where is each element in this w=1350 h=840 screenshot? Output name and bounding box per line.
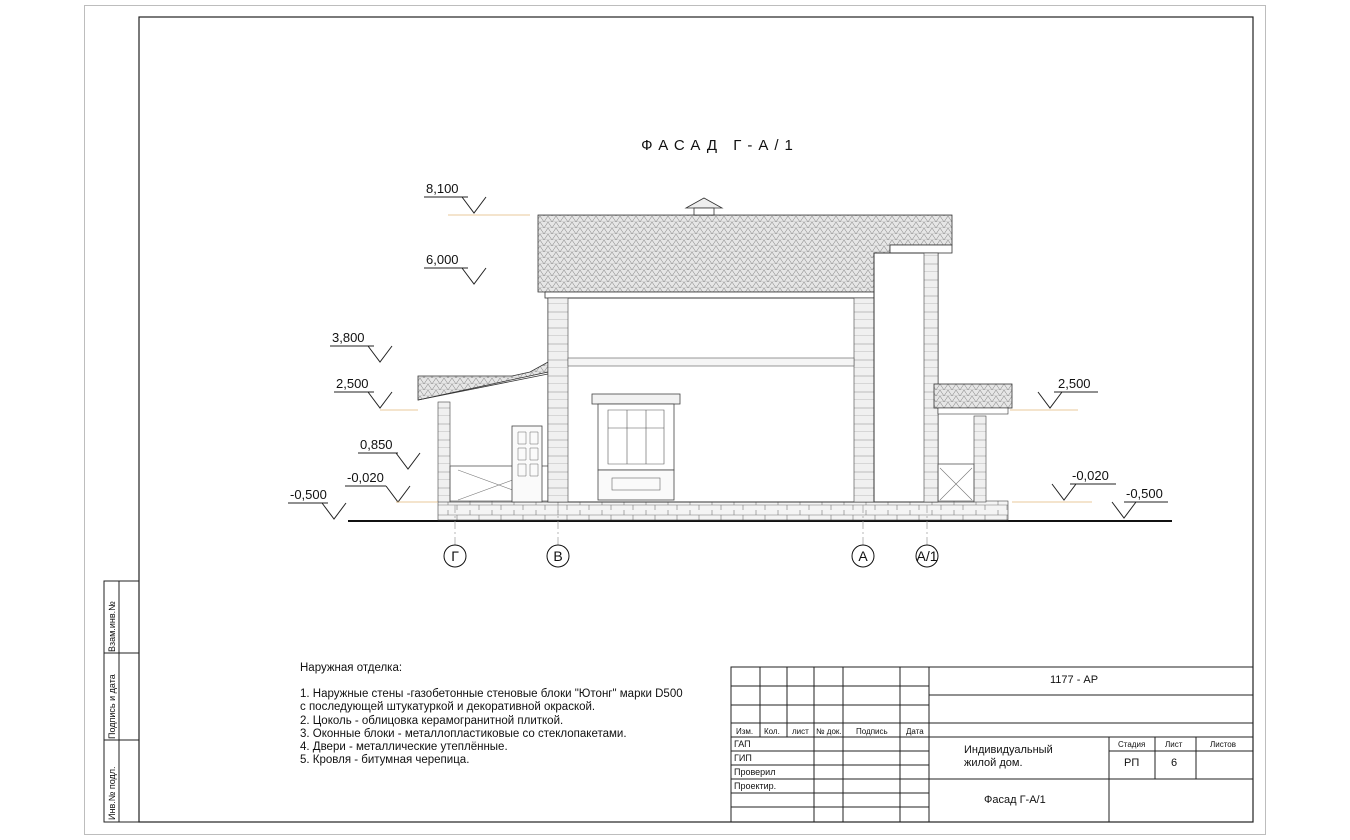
elevation-mark: -0,020	[1072, 468, 1109, 483]
right-quoin	[854, 298, 874, 502]
stamp-column-header: Дата	[906, 727, 924, 736]
notes-title: Наружная отделка:	[300, 662, 403, 674]
elevation-mark: -0,500	[1126, 486, 1163, 501]
stage-value: РП	[1124, 757, 1140, 769]
axis-label: А	[858, 548, 868, 564]
right-porch-column	[974, 416, 986, 502]
stamp-role: Проверил	[734, 767, 776, 777]
axis-label: Г	[451, 548, 459, 564]
left-porch-column	[438, 402, 450, 502]
stamp-column-header: Кол.	[764, 727, 780, 736]
side-stamp-label: Взам.инв.№	[107, 601, 117, 652]
notes-item: 3. Оконные блоки - металлопластиковые со стеклопакетами.	[300, 727, 627, 740]
stamp-role: ГИП	[734, 753, 752, 763]
stage-label: Стадия	[1118, 740, 1146, 749]
sheet-name: Фасад Г-А/1	[984, 794, 1046, 806]
stamp-column-header: Изм.	[736, 727, 754, 736]
elevation-mark: 6,000	[426, 252, 459, 267]
notes-item: 1. Наружные стены -газобетонные стеновые блоки "Ютонг" марки D500	[300, 688, 683, 701]
sheet-label: Лист	[1165, 740, 1183, 749]
side-stamp-label: Подпись и дата	[107, 674, 117, 739]
side-stamp-label: Инв.№ подл.	[107, 766, 117, 820]
notes-item: с последующей штукатуркой и декоративной окраской.	[300, 701, 596, 714]
left-quoin	[548, 298, 568, 502]
stamp-column-header: № док.	[816, 727, 842, 736]
stamp-column-header: Подпись	[856, 727, 888, 736]
left-porch-roof	[418, 362, 548, 400]
elevation-mark: -0,500	[290, 487, 327, 502]
plinth	[438, 501, 1008, 520]
elevation-mark: 0,850	[360, 437, 393, 452]
right-porch-roof	[934, 384, 1012, 408]
stamp-role: Проектир.	[734, 781, 777, 791]
object-name: Индивидуальный жилой дом.	[964, 744, 1053, 769]
window-cornice	[592, 394, 680, 404]
drawing-title: ФАСАД Г-А/1	[641, 137, 799, 154]
axis-label: А/1	[916, 548, 938, 564]
elevation-mark: 8,100	[426, 181, 459, 196]
notes-item: 5. Кровля - битумная черепица.	[300, 754, 470, 767]
notes-item: 4. Двери - металлические утеплённые.	[300, 741, 508, 754]
stamp-column-header: лист	[792, 727, 809, 736]
elevation-mark: 2,500	[1058, 376, 1091, 391]
elevation-mark: 3,800	[332, 330, 365, 345]
stamp-role: ГАП	[734, 739, 751, 749]
finishing-notes	[300, 662, 720, 767]
chimney	[686, 198, 722, 208]
elevation-mark: 2,500	[336, 376, 369, 391]
notes-item: 2. Цоколь - облицовка керамогранитной плиткой.	[300, 714, 564, 727]
axis-label: В	[553, 548, 563, 564]
sheet-value: 6	[1171, 757, 1178, 769]
elevation-mark: -0,020	[347, 470, 384, 485]
floor-cornice	[568, 358, 854, 366]
sheets-label: Листов	[1210, 740, 1236, 749]
bay-window	[598, 404, 674, 470]
project-code: 1177 - АР	[1050, 674, 1099, 686]
